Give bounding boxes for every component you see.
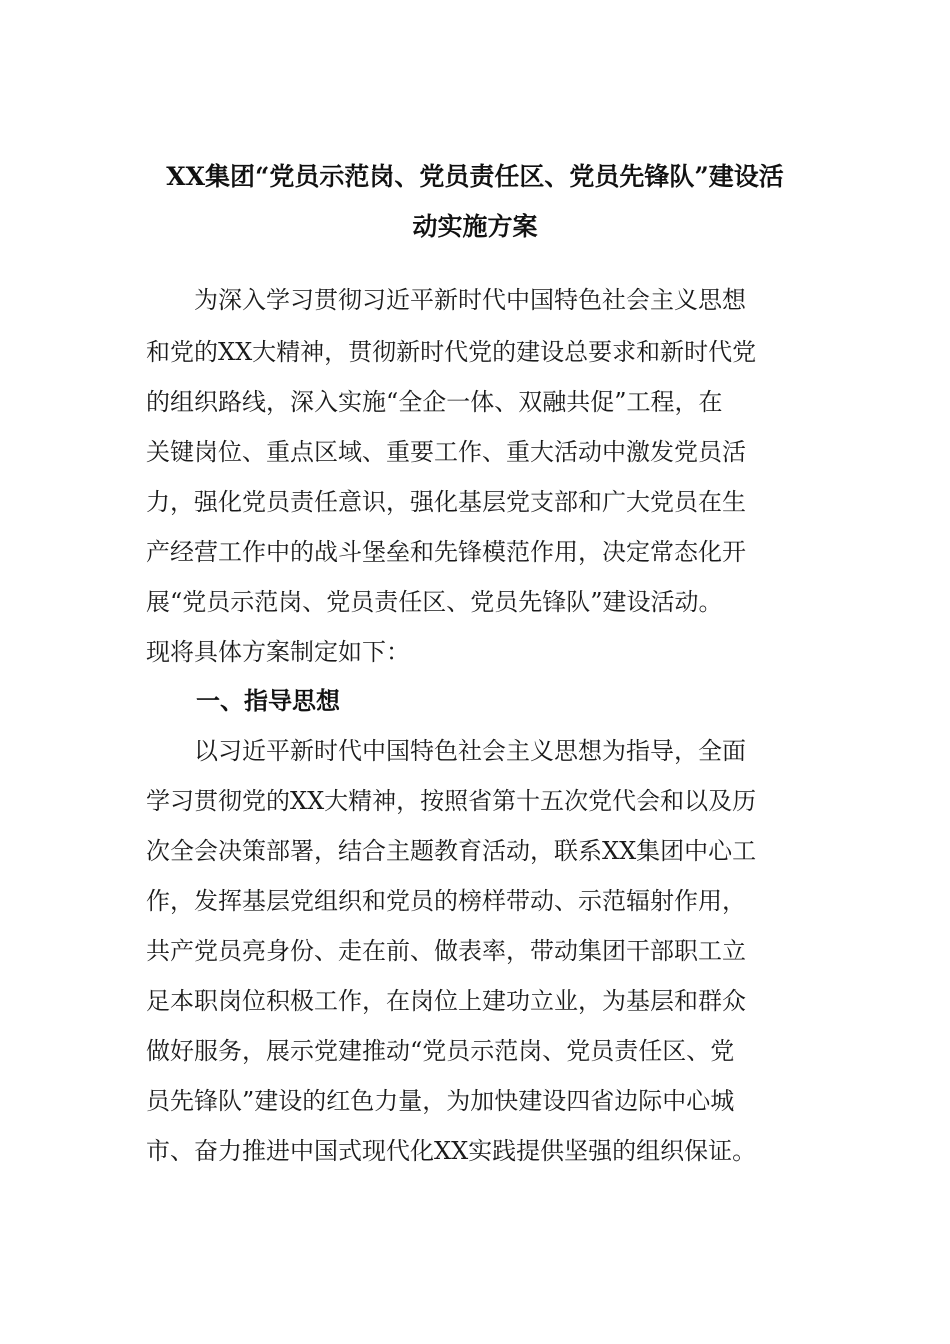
paragraph-line: 足本职岗位积极工作，在岗位上建功立业，为基层和群众	[146, 987, 746, 1015]
paragraph-line: 作，发挥基层党组织和党员的榜样带动、示范辐射作用，	[146, 887, 746, 915]
document-title-line-1: XX集团“党员示范岗、党员责任区、党员先锋队”建设活	[166, 162, 784, 191]
paragraph-line: 次全会决策部署，结合主题教育活动，联系XX集团中心工	[146, 837, 757, 865]
paragraph-line: 的组织路线，深入实施“全企一体、双融共促”工程，在	[146, 388, 723, 416]
paragraph-line: 市、奋力推进中国式现代化XX实践提供坚强的组织保证。	[146, 1137, 757, 1165]
paragraph-line: 现将具体方案制定如下：	[146, 638, 410, 666]
paragraph-line: 力，强化党员责任意识，强化基层党支部和广大党员在生	[146, 488, 746, 516]
paragraph-line: 以习近平新时代中国特色社会主义思想为指导，全面	[146, 737, 746, 765]
paragraph-line: 产经营工作中的战斗堡垒和先锋模范作用，决定常态化开	[146, 538, 746, 566]
paragraph-line: 学习贯彻党的XX大精神，按照省第十五次党代会和以及历	[146, 787, 757, 815]
paragraph-line: 为深入学习贯彻习近平新时代中国特色社会主义思想	[146, 286, 746, 314]
paragraph-line: 做好服务，展示党建推动“党员示范岗、党员责任区、党	[146, 1037, 735, 1065]
paragraph-line: 员先锋队”建设的红色力量，为加快建设四省边际中心城	[146, 1087, 735, 1115]
paragraph-line: 共产党员亮身份、走在前、做表率，带动集团干部职工立	[146, 937, 746, 965]
section-heading-guiding-ideology: 一、指导思想	[196, 687, 340, 715]
paragraph-line: 和党的XX大精神，贯彻新时代党的建设总要求和新时代党	[146, 338, 757, 366]
paragraph-line: 展“党员示范岗、党员责任区、党员先锋队”建设活动。	[146, 588, 723, 616]
document-title-line-2: 动实施方案	[412, 212, 538, 241]
paragraph-line: 关键岗位、重点区域、重要工作、重大活动中激发党员活	[146, 438, 746, 466]
